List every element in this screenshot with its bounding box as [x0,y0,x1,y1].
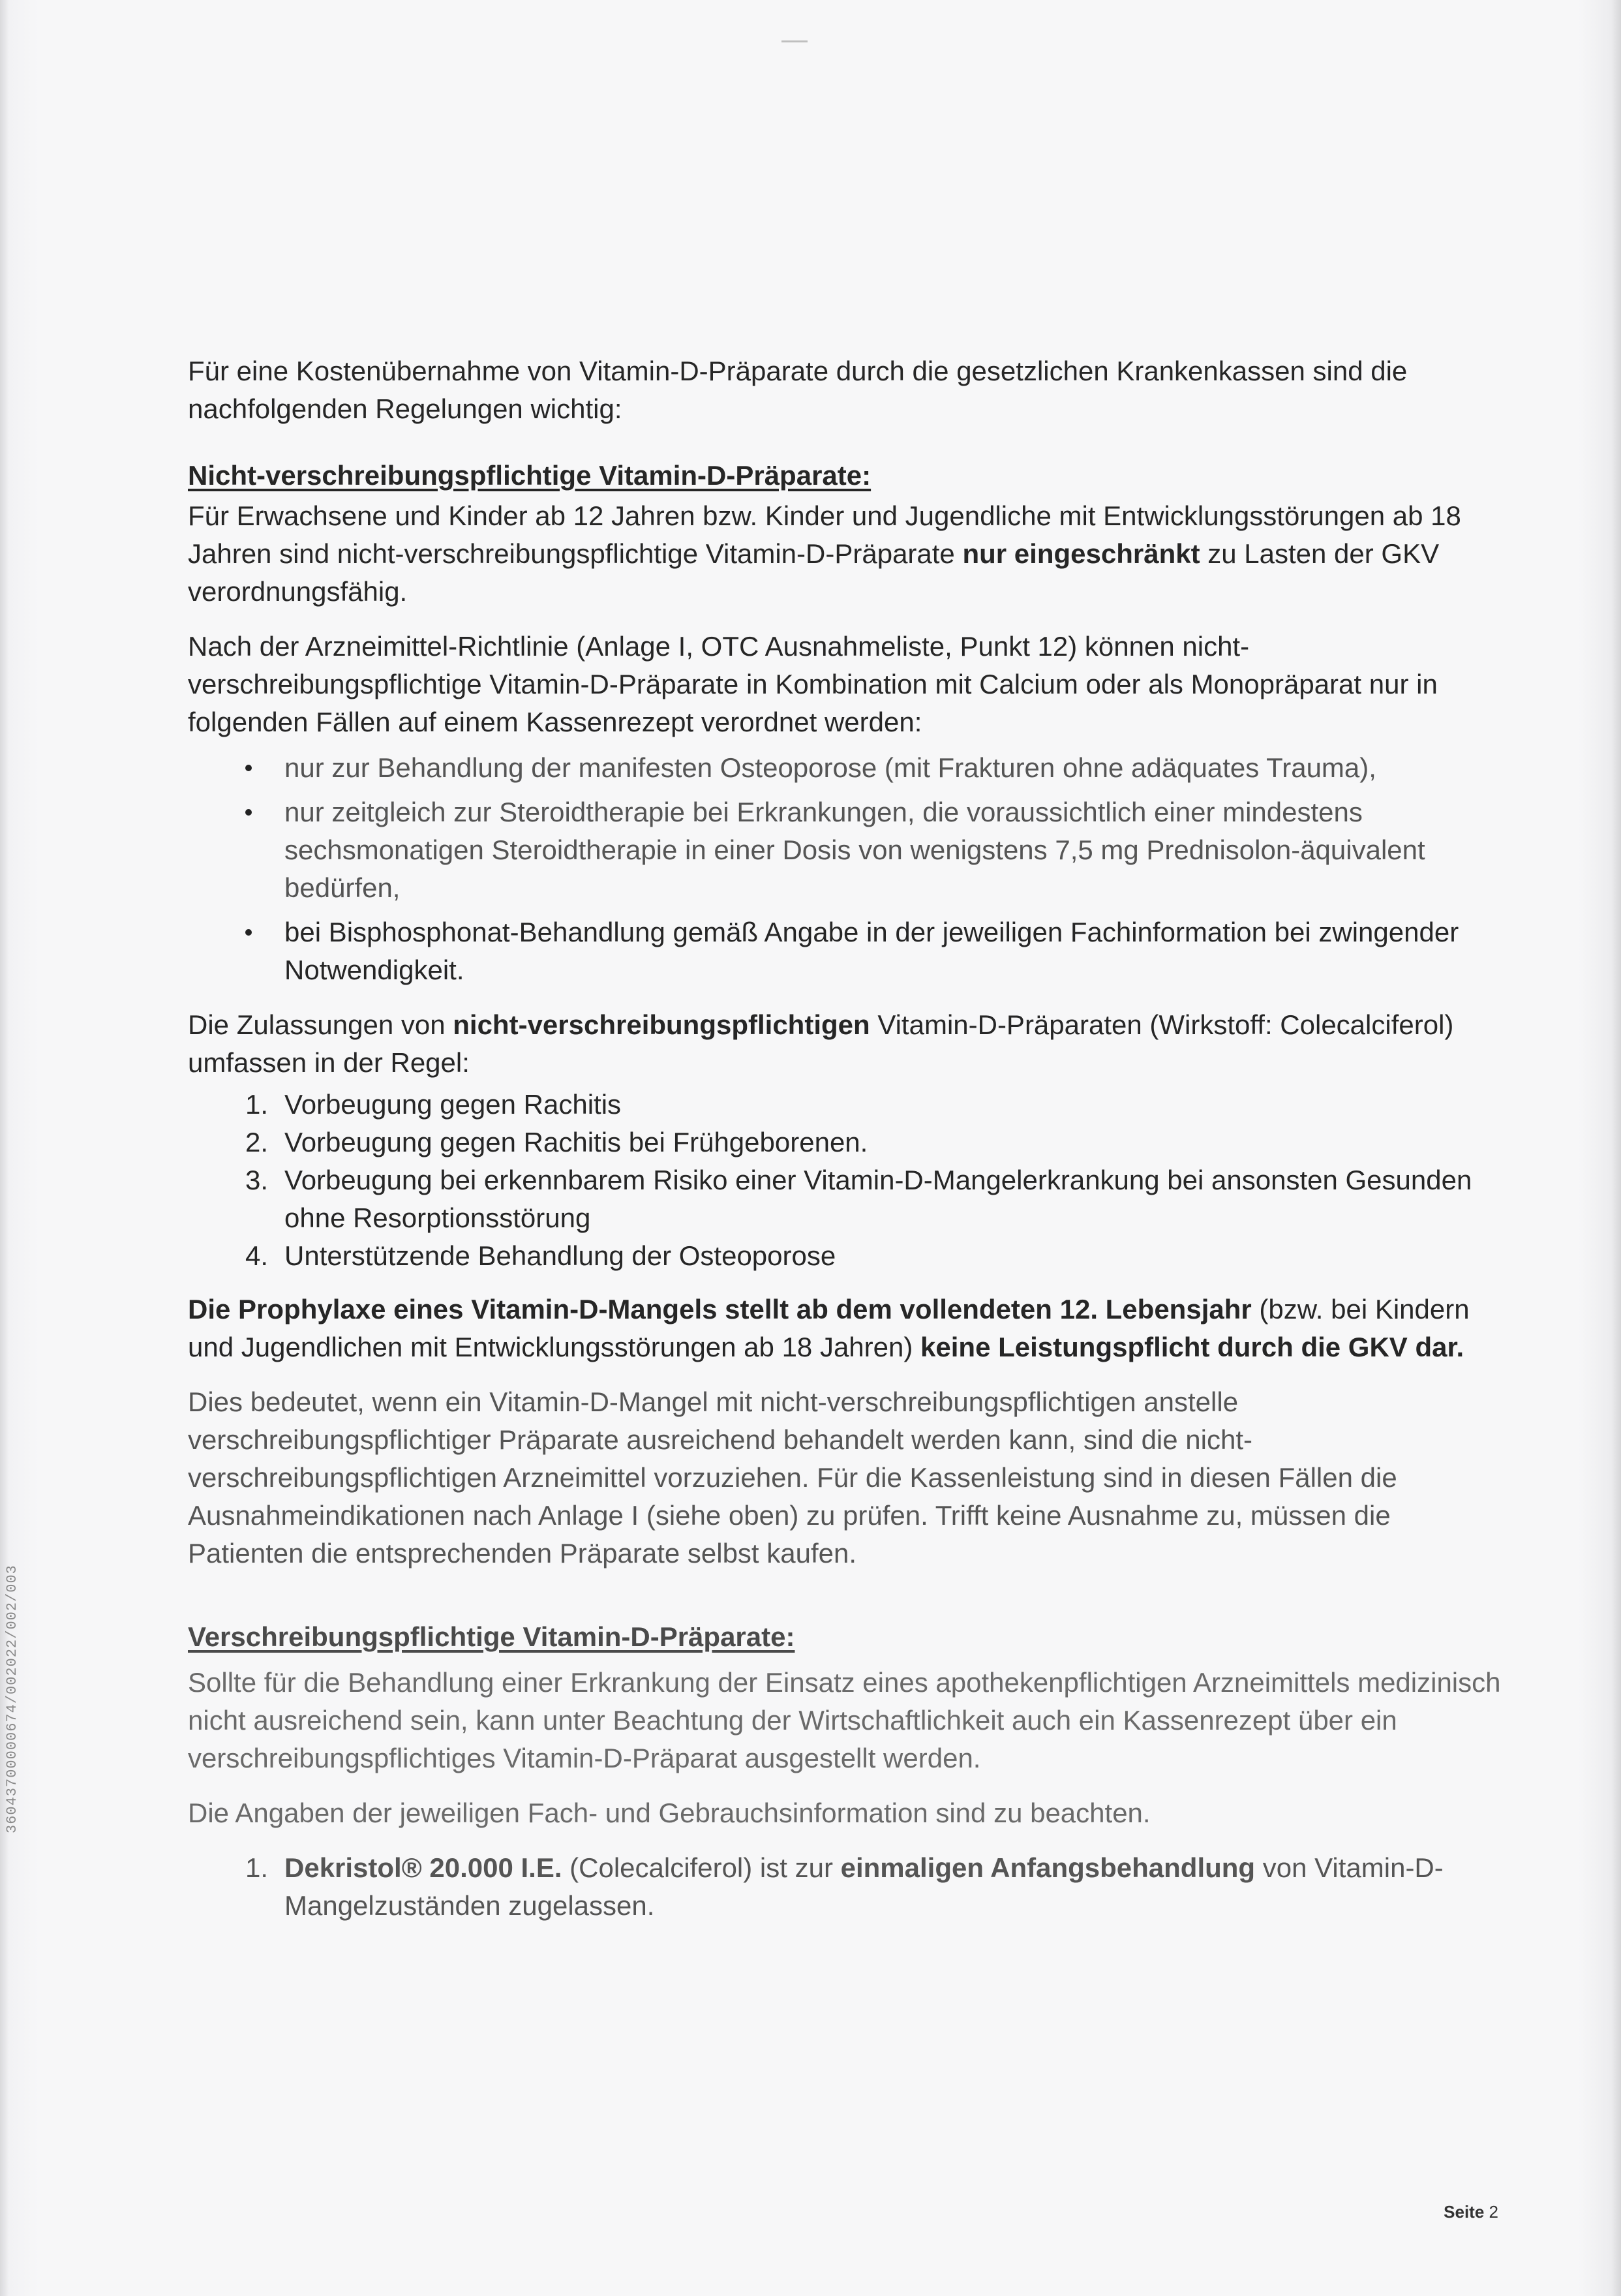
otc-paragraph-5: Dies bedeutet, wenn ein Vitamin-D-Mangel mit nicht-verschreibungspflichtigen anstelle verschreibungspflichtiger Präparate ausreichend behandelt werden kann, sind die nicht-verschreibungspflichtigen Arzneimittel vorzuziehen. Für die Kassenleistung sind in diesen Fällen die Ausnahmeindikationen nach Anlage I (siehe oben) zu prüfen. Trifft keine Ausnahme zu, müssen die Patienten die entsprechenden Präparate selbst kaufen. [188,1386,1397,1569]
list-item: nur zeitgleich zur Steroidtherapie bei Erkrankungen, die voraussichtlich einer mindestens sechsmonatigen Steroidtherapie in einer Dosis von wenigstens 7,5 mg Prednisolon-äquivalent bedürfen, [188,793,1512,907]
side-document-code: 36043700000674/002022/002/003 [4,1565,20,1833]
list-item: 1. Dekristol® 20.000 I.E. (Colecalciferol) ist zur einmaligen Anfangsbehandlung von Vitamin-D-Mangelzuständen zugelassen. [245,1852,1444,1921]
list-item: nur zur Behandlung der manifesten Osteoporose (mit Frakturen ohne adäquates Trauma), [188,749,1512,787]
otc-paragraph-2: Nach der Arzneimittel-Richtlinie (Anlage I, OTC Ausnahmeliste, Punkt 12) können nicht-verschreibungspflichtige Vitamin-D-Präparate in Kombination mit Calcium oder als Monopräparat nur in folgenden Fällen auf einem Kassenrezept verordnet werden: [188,631,1438,737]
list-item: 1. Vorbeugung gegen Rachitis [245,1089,622,1120]
rx-product-list [188,1849,1512,1925]
page-label: Seite [1444,2202,1485,2222]
list-item: 2. Vorbeugung gegen Rachitis bei Frühgeborenen. [245,1127,868,1157]
page-number: 2 [1489,2202,1498,2222]
list-item: 3. Vorbeugung bei erkennbarem Risiko einer Vitamin-D-Mangelerkrankung bei ansonsten Gesunden ohne Resorptionsstörung [245,1165,1472,1233]
rx-paragraph-2: Die Angaben der jeweiligen Fach- und Gebrauchsinformation sind zu beachten. [188,1798,1151,1828]
list-item: bei Bisphosphonat-Behandlung gemäß Angabe in der jeweiligen Fachinformation bei zwingender Notwendigkeit. [188,913,1512,989]
section-heading-rx: Verschreibungspflichtige Vitamin-D-Präparate: [188,1621,795,1652]
document-body [188,352,1512,1940]
scan-mark [781,40,808,42]
page-footer [1444,2202,1498,2222]
otc-paragraph-1: Für Erwachsene und Kinder ab 12 Jahren bzw. Kinder und Jugendliche mit Entwicklungsstörungen ab 18 Jahren sind nicht-verschreibungspflichtige Vitamin-D-Präparate nur eingeschränkt zu Lasten der GKV verordnungsfähig. [188,500,1461,607]
rx-paragraph-1: Sollte für die Behandlung einer Erkrankung der Einsatz eines apothekenpflichtigen Arzneimittels medizinisch nicht ausreichend sein, kann unter Beachtung der Wirtschaftlichkeit auch ein Kassenrezept über ein verschreibungspflichtiges Vitamin-D-Präparat ausgestellt werden. [188,1667,1501,1773]
indication-list [188,1086,1512,1275]
intro-paragraph: Für eine Kostenübernahme von Vitamin-D-Präparate durch die gesetzlichen Krankenkassen sind die nachfolgenden Regelungen wichtig: [188,356,1408,424]
prophylaxis-paragraph: Die Prophylaxe eines Vitamin-D-Mangels stellt ab dem vollendeten 12. Lebensjahr (bzw. bei Kindern und Jugendlichen mit Entwicklungsstörungen ab 18 Jahren) keine Leistungspflicht durch die GKV dar. [188,1294,1470,1362]
section-heading-otc: Nicht-verschreibungspflichtige Vitamin-D-Präparate: [188,460,871,491]
otc-paragraph-3: Die Zulassungen von nicht-verschreibungspflichtigen Vitamin-D-Präparaten (Wirkstoff: Colecalciferol) umfassen in der Regel: [188,1009,1454,1078]
list-item: 4. Unterstützende Behandlung der Osteoporose [245,1240,836,1271]
exception-list [188,749,1512,989]
